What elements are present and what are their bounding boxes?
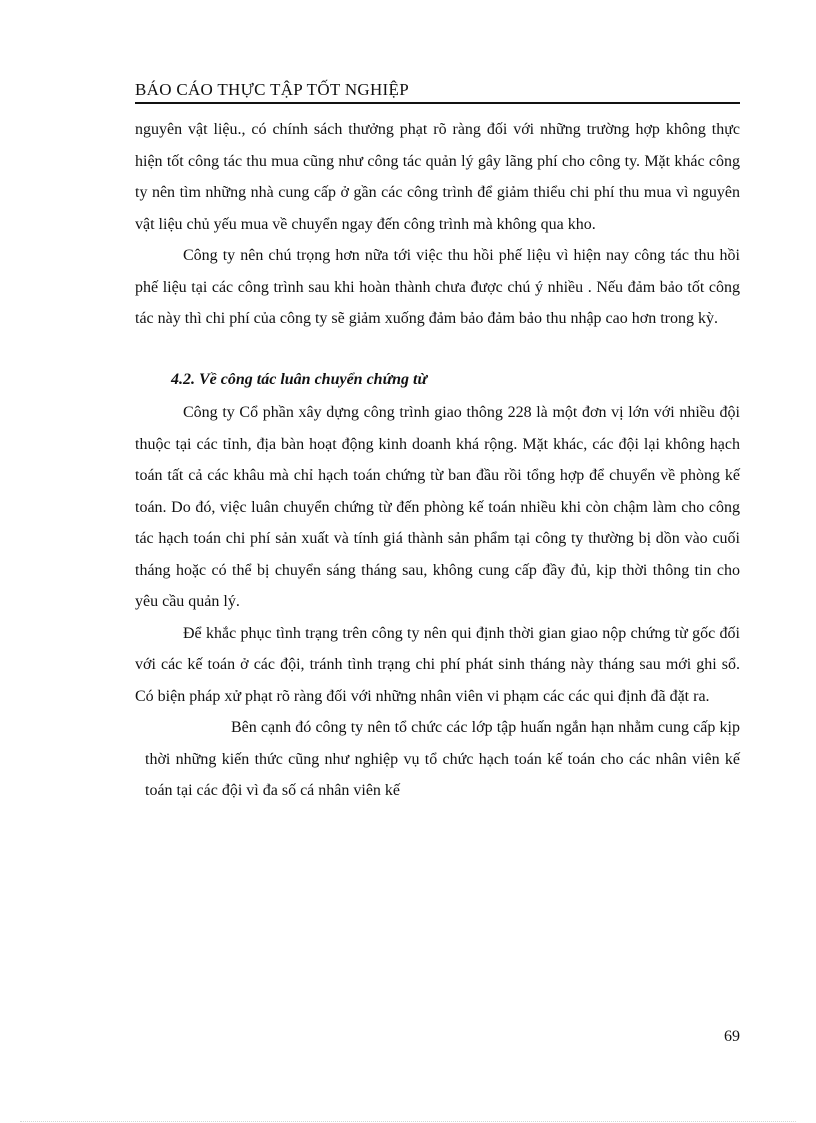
report-title: BÁO CÁO THỰC TẬP TỐT NGHIỆP [135,80,409,99]
paragraph-regulations: Để khắc phục tình trạng trên công ty nên qui định thời gian giao nộp chứng từ gốc đối với các kế toán ở các đội, tránh tình trạng chi phí phát sinh tháng này tháng sau mới ghi sổ. Có biện pháp xử phạt rõ ràng đối với những nhân viên vi phạm các các qui định đã đặt ra. [135,624,740,705]
paragraph-materials: nguyên vật liệu., có chính sách thưởng phạt rõ ràng đối với những trường hợp không thực hiện tốt công tác thu mua cũng như công tác quản lý gây lãng phí cho công ty. Mặt khác công ty nên tìm những nhà cung cấp ở gần các công trình để giảm thiểu chi phí thu mua vì nguyên vật liệu chủ yếu mua về chuyển ngay đến công trình mà không qua kho. [135,121,740,233]
page-header [135,80,740,104]
document-body [135,114,740,807]
page-number: 69 [724,1028,740,1045]
paragraph-training: Bên cạnh đó công ty nên tổ chức các lớp tập huấn ngắn hạn nhằm cung cấp kịp thời những kiến thức cũng như nghiệp vụ tổ chức hạch toán kế toán cho các nhân viên kế toán tại các đội vì đa số cá nhân viên kế [145,719,740,799]
page-bottom-divider [20,1121,796,1122]
paragraph-scrap-recovery: Công ty nên chú trọng hơn nữa tới việc thu hồi phế liệu vì hiện nay công tác thu hồi phế liệu tại các công trình sau khi hoàn thành chưa được chú ý nhiều . Nếu đảm bảo tốt công tác này thì chi phí của công ty sẽ giảm xuống đảm bảo đảm bảo thu nhập cao hơn trong kỳ. [135,247,740,327]
section-title: 4.2. Về công tác luân chuyển chứng từ [171,370,428,388]
paragraph-company-overview: Công ty Cổ phần xây dựng công trình giao thông 228 là một đơn vị lớn với nhiều đội thuộc tại các tỉnh, địa bàn hoạt động kinh doanh khá rộng. Mặt khác, các đội lại không hạch toán tất cả các khâu mà chỉ hạch toán chứng từ ban đầu rồi tổng hợp để chuyển về phòng kế toán. Do đó, việc luân chuyển chứng từ đến phòng kế toán nhiều khi còn chậm làm cho công tác hạch toán chi phí sản xuất và tính giá thành sản phẩm tại công ty thường bị dồn vào cuối tháng hoặc có thể bị chuyển sáng tháng sau, không cung cấp đầy đủ, kịp thời thông tin cho yêu cầu quản lý. [135,404,740,610]
